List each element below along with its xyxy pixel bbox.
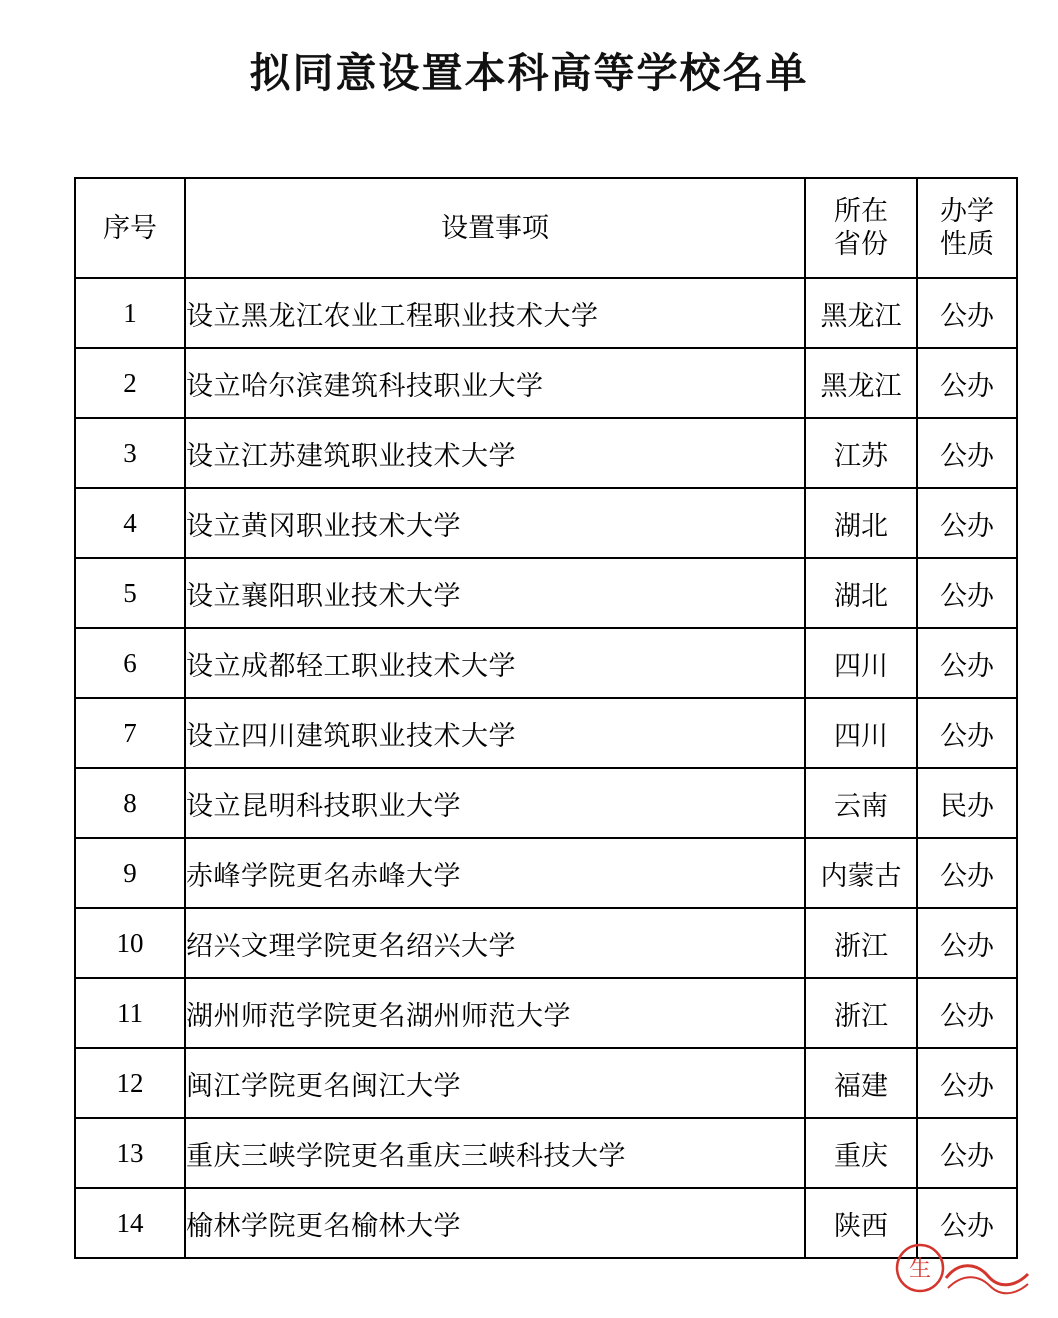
cell-index: 11 bbox=[75, 978, 185, 1048]
cell-index: 5 bbox=[75, 558, 185, 628]
table-row bbox=[75, 418, 1017, 488]
cell-province: 内蒙古 bbox=[805, 838, 917, 908]
cell-index: 9 bbox=[75, 838, 185, 908]
cell-index: 14 bbox=[75, 1188, 185, 1258]
cell-item: 设立昆明科技职业大学 bbox=[185, 768, 805, 838]
cell-type: 公办 bbox=[917, 698, 1017, 768]
cell-index: 8 bbox=[75, 768, 185, 838]
cell-item: 设立黑龙江农业工程职业技术大学 bbox=[185, 278, 805, 348]
cell-item: 榆林学院更名榆林大学 bbox=[185, 1188, 805, 1258]
page-title: 拟同意设置本科高等学校名单 bbox=[249, 50, 809, 96]
cell-province: 福建 bbox=[805, 1048, 917, 1118]
cell-item: 赤峰学院更名赤峰大学 bbox=[185, 838, 805, 908]
cell-type: 公办 bbox=[917, 978, 1017, 1048]
table-header bbox=[75, 178, 1017, 278]
cell-item: 闽江学院更名闽江大学 bbox=[185, 1048, 805, 1118]
cell-province: 黑龙江 bbox=[805, 348, 917, 418]
column-header-index: 序号 bbox=[75, 178, 185, 278]
table-row bbox=[75, 908, 1017, 978]
table-row bbox=[75, 278, 1017, 348]
column-header-type bbox=[917, 178, 1017, 278]
column-header-type-line2: 性质 bbox=[940, 229, 994, 259]
column-header-province bbox=[805, 178, 917, 278]
table-row bbox=[75, 348, 1017, 418]
cell-type: 公办 bbox=[917, 348, 1017, 418]
table-container bbox=[0, 177, 1058, 1259]
cell-type: 公办 bbox=[917, 628, 1017, 698]
cell-province: 浙江 bbox=[805, 908, 917, 978]
cell-index: 13 bbox=[75, 1118, 185, 1188]
university-listing-table bbox=[74, 177, 1018, 1259]
cell-province: 四川 bbox=[805, 628, 917, 698]
table-body bbox=[75, 278, 1017, 1258]
cell-item: 绍兴文理学院更名绍兴大学 bbox=[185, 908, 805, 978]
table-row bbox=[75, 488, 1017, 558]
cell-province: 重庆 bbox=[805, 1118, 917, 1188]
cell-province: 黑龙江 bbox=[805, 278, 917, 348]
table-row bbox=[75, 768, 1017, 838]
cell-index: 12 bbox=[75, 1048, 185, 1118]
column-header-province-line1: 所在 bbox=[834, 196, 888, 227]
cell-item: 设立哈尔滨建筑科技职业大学 bbox=[185, 348, 805, 418]
table-row bbox=[75, 628, 1017, 698]
table-header-row bbox=[75, 178, 1017, 278]
cell-type: 民办 bbox=[917, 768, 1017, 838]
cell-index: 6 bbox=[75, 628, 185, 698]
cell-type: 公办 bbox=[917, 1118, 1017, 1188]
cell-province: 陕西 bbox=[805, 1188, 917, 1258]
cell-type: 公办 bbox=[917, 278, 1017, 348]
cell-index: 1 bbox=[75, 278, 185, 348]
table-row bbox=[75, 838, 1017, 908]
cell-item: 设立四川建筑职业技术大学 bbox=[185, 698, 805, 768]
table-row bbox=[75, 698, 1017, 768]
cell-type: 公办 bbox=[917, 1048, 1017, 1118]
cell-type: 公办 bbox=[917, 1188, 1017, 1258]
cell-item: 设立襄阳职业技术大学 bbox=[185, 558, 805, 628]
cell-item: 湖州师范学院更名湖州师范大学 bbox=[185, 978, 805, 1048]
cell-item: 设立黄冈职业技术大学 bbox=[185, 488, 805, 558]
cell-index: 4 bbox=[75, 488, 185, 558]
table-row bbox=[75, 1188, 1017, 1258]
table-row bbox=[75, 1118, 1017, 1188]
cell-province: 湖北 bbox=[805, 558, 917, 628]
cell-index: 7 bbox=[75, 698, 185, 768]
cell-province: 四川 bbox=[805, 698, 917, 768]
cell-index: 10 bbox=[75, 908, 185, 978]
cell-type: 公办 bbox=[917, 418, 1017, 488]
table-row bbox=[75, 978, 1017, 1048]
cell-type: 公办 bbox=[917, 558, 1017, 628]
cell-index: 2 bbox=[75, 348, 185, 418]
column-header-type-line1: 办学 bbox=[940, 196, 994, 227]
cell-type: 公办 bbox=[917, 488, 1017, 558]
cell-province: 湖北 bbox=[805, 488, 917, 558]
cell-item: 重庆三峡学院更名重庆三峡科技大学 bbox=[185, 1118, 805, 1188]
cell-index: 3 bbox=[75, 418, 185, 488]
column-header-item: 设置事项 bbox=[185, 178, 805, 278]
cell-province: 江苏 bbox=[805, 418, 917, 488]
table-row bbox=[75, 1048, 1017, 1118]
cell-province: 云南 bbox=[805, 768, 917, 838]
cell-type: 公办 bbox=[917, 908, 1017, 978]
document-page bbox=[0, 40, 1058, 1318]
cell-type: 公办 bbox=[917, 838, 1017, 908]
column-header-province-line2: 省份 bbox=[834, 229, 888, 259]
cell-province: 浙江 bbox=[805, 978, 917, 1048]
cell-item: 设立江苏建筑职业技术大学 bbox=[185, 418, 805, 488]
table-row bbox=[75, 558, 1017, 628]
svg-text:生: 生 bbox=[908, 1256, 932, 1281]
cell-item: 设立成都轻工职业技术大学 bbox=[185, 628, 805, 698]
